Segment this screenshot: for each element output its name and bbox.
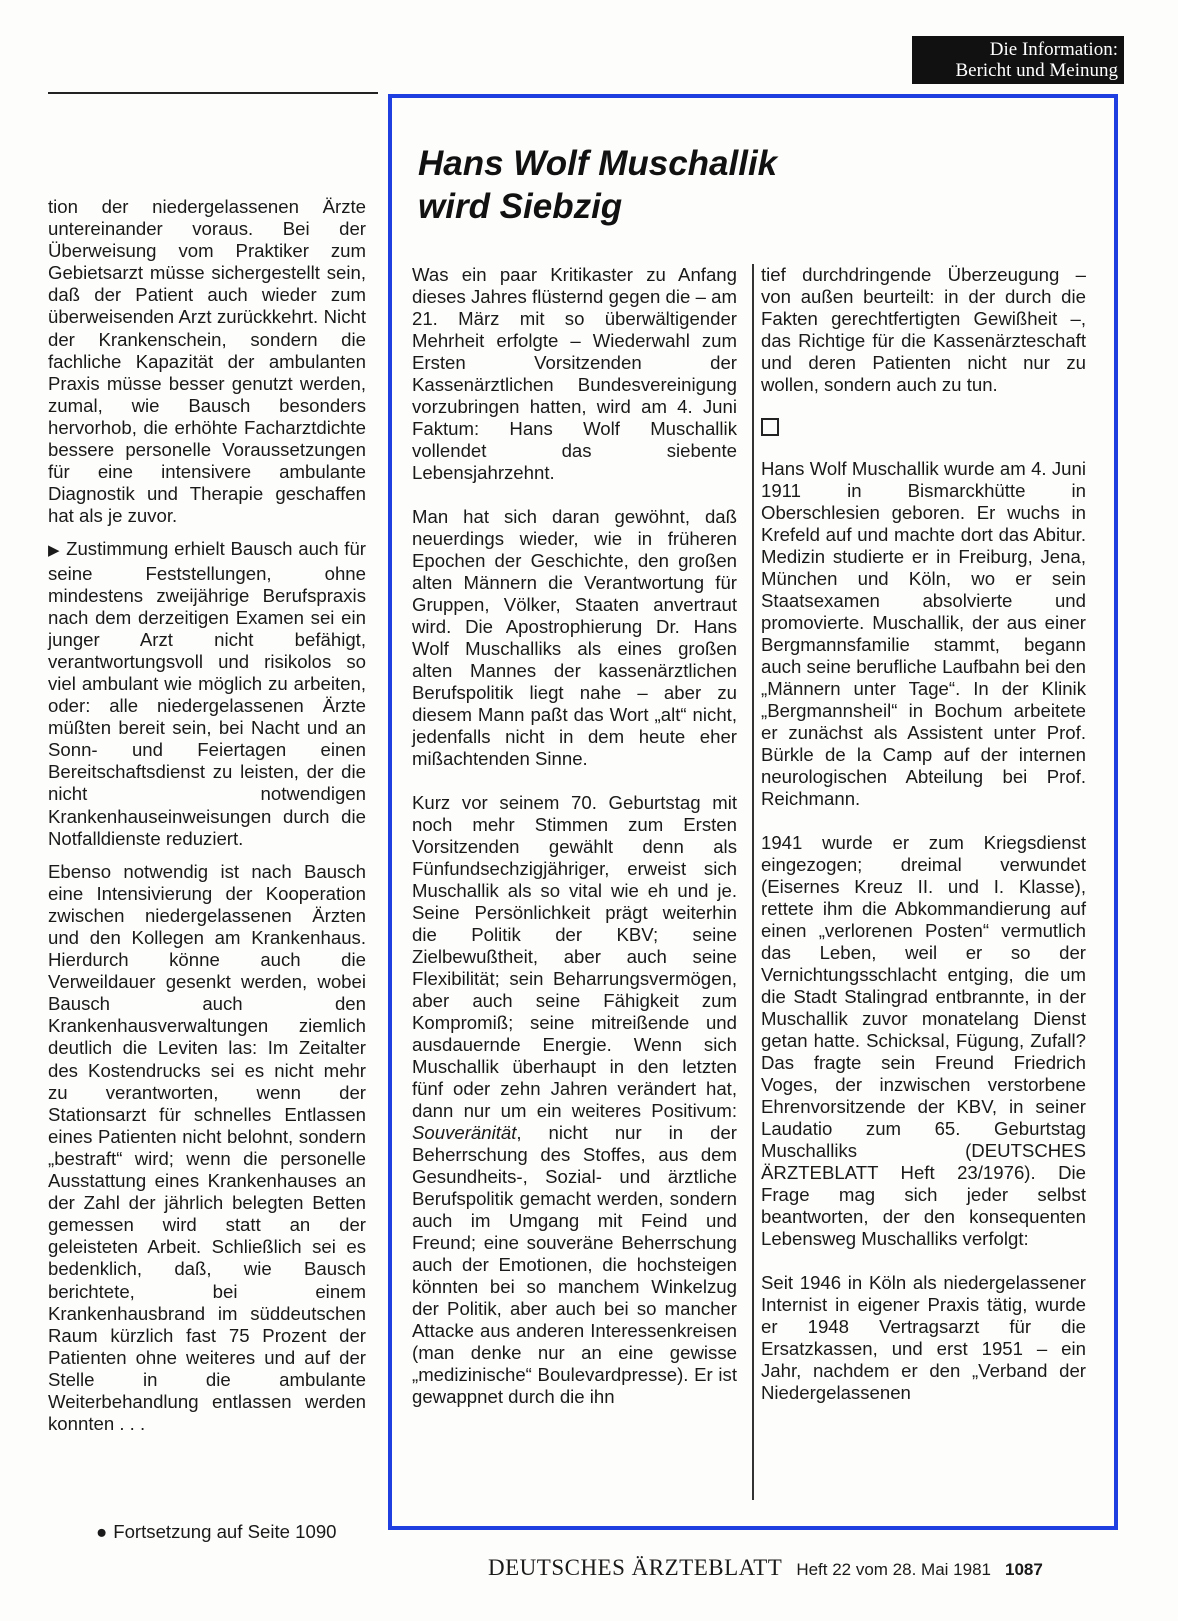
feature-text: Kurz vor seinem 70. Geburtstag mit noch mehr Stimmen zum Ersten Vorsitzenden gewählt denn als Fünfundsechzigjähriger, erweist sich Muschallik als so vital wie eh und je. Seine Persönlichkeit prägt weiterhin die Politik der KBV; seine Zielbewußtheit, aber auch seine Flexibilität; sein Beharrungsvermögen, aber auch seine Fähigkeit zum Kompromiß; seine mitreißende und ausdauernde Energie. Wenn sich Muschallik überhaupt in den letzten fünf oder zehn Jahren verändert hat, dann nur um ein weiteres Positivum: [412, 792, 737, 1121]
left-column [48, 196, 366, 1446]
section-tag [912, 36, 1124, 84]
triangle-bullet-icon: ▶ [48, 542, 61, 560]
feature-paragraph: 1941 wurde er zum Kriegsdienst eingezogen; dreimal verwundet (Eisernes Kreuz II. und I. Klasse), rettete ihm die Abkommandierung auf einen „verlorenen Posten“ vermutlich das Leben, weil er so der Vernichtungsschlacht entging, die um die Stadt Stalingrad entbrannte, in der Muschallik zuvor monatelang Dienst getan hatte. Schicksal, Fügung, Zufall? Das fragte sein Freund Friedrich Voges, der inzwischen verstorbene Ehrenvorsitzende der KBV, in seiner Laudatio zum 65. Geburtstag Muschalliks (DEUTSCHES ÄRZTEBLATT Heft 23/1976). Die Frage mag sich jeder selbst beantworten, der den konsequenten Lebensweg Muschalliks verfolgt: [761, 832, 1086, 1249]
top-rule [48, 92, 378, 94]
feature-paragraph: Hans Wolf Muschallik wurde am 4. Juni 1911 in Bismarckhütte in Oberschlesien geboren. Er wuchs in Krefeld auf und machte dort das Abitur. Medizin studierte er in Freiburg, Jena, München und Köln, wo er sein Staatsexamen absolvierte und promovierte. Muschallik, der aus einer Bergmannsfamilie stammt, begann auch seine berufliche Laufbahn bei den „Männern unter Tage“. In der Klinik „Bergmannsheil“ in Bochum arbeitete er zunächst als Assistent unter Prof. Bürkle de la Camp auf der internen neurologischen Abteilung bei Prof. Reichmann. [761, 458, 1086, 809]
feature-paragraph: tief durchdringende Überzeugung – von außen beurteilt: in der durch die Fakten gerechtfertigten Gewißheit –, das Richtige für die Kassenärzteschaft und deren Patienten nicht nur zu wollen, sondern auch zu tun. [761, 264, 1086, 395]
headline-line2: wird Siebzig [418, 187, 623, 226]
column-divider [752, 264, 754, 1500]
square-separator-icon [761, 418, 779, 436]
left-paragraph-text: Zustimmung erhielt Bausch auch für seine Feststellungen, ohne mindestens zweijährige Berufspraxis nach dem derzeitigen Examen sei ein junger Arzt nicht befähigt, verantwortungsvoll und risikolos so viel ambulant wie möglich zu arbeiten, oder: alle niedergelassenen Ärzte müßten bereit sein, bei Nacht und an Sonn- und Feiertagen einen Bereitschaftsdienst zu leisten, der die nicht notwendigen Krankenhauseinweisungen durch die Notfalldienste reduziert. [48, 538, 366, 849]
page-footer [488, 1555, 1128, 1585]
issue-info: Heft 22 vom 28. Mai 1981 [796, 1560, 991, 1579]
continuation-note [96, 1521, 396, 1543]
feature-paragraph: Seit 1946 in Köln als niedergelassener Internist in eigener Praxis tätig, wurde er 1948 Vertragsarzt für die Ersatzkassen, und erst 1951 – ein Jahr, nachdem er den „Verband der Niedergelassenen [761, 1272, 1086, 1403]
feature-headline [418, 142, 1068, 228]
feature-column-b [761, 264, 1086, 1426]
feature-paragraph: Was ein paar Kritikaster zu Anfang dieses Jahres flüsternd gegen die – am 21. März mit so überwältigender Mehrheit erfolgte – Wiederwahl zum Ersten Vorsitzenden der Kassenärztlichen Bundesvereinigung vorzubringen hatten, wird am 4. Juni Faktum: Hans Wolf Muschallik vollendet das siebente Lebensjahrzehnt. [412, 264, 737, 483]
left-paragraph: Ebenso notwendig ist nach Bausch eine Intensivierung der Kooperation zwischen niedergelassenen Ärzten und den Kollegen am Krankenhaus. Hierdurch könne auch die Verweildauer gesenkt werden, wobei Bausch auch den Krankenhausverwaltungen ziemlich deutlich die Leviten las: Im Zeitalter des Kostendrucks sei es nicht mehr zu verantworten, wenn der Stationsarzt für schnelles Entlassen eines Patienten nicht belohnt, sondern „bestraft“ wird; wenn die personelle Ausstattung eines Krankenhauses an der Zahl der jährlich belegten Betten gemessen wird statt an der geleisteten Arbeit. Schließlich sei es bedenklich, daß, wie Bausch berichtete, bei einem Krankenhausbrand im süddeutschen Raum kürzlich fast 75 Prozent der Patienten ohne weiteres und auf der Stelle in die ambulante Weiterbehandlung entlassen werden konnten . . . [48, 860, 366, 1435]
feature-text: , nicht nur in der Beherrschung des Stoffes, aus dem Gesundheits-, Sozial- und ärztliche Berufspolitik gemacht werden, sondern auch im Umgang mit Feind und Freund; eine souveräne Beherrschung auch der Emotionen, die hochsteigen könnten bei so manchem Winkelzug der Politik, aber auch bei so mancher Attacke aus anderen Interessenkreisen (man denke nur an eine gewisse „medizinische“ Boulevardpresse). Er ist gewappnet durch die ihn [412, 1122, 737, 1407]
continuation-text: Fortsetzung auf Seite 1090 [113, 1521, 337, 1542]
feature-paragraph: Man hat sich daran gewöhnt, daß neuerdings wieder, wie in früheren Epochen der Geschichte, den großen alten Männern die Verantwortung für Gruppen, Völker, Staaten anvertraut wird. Die Apostrophierung Dr. Hans Wolf Muschalliks als eines großen alten Mannes der kassenärztlichen Berufspolitik liegt nahe – aber zu diesem Mann paßt das Wort „alt“ nicht, jedenfalls nicht in dem heute eher mißachtenden Sinne. [412, 506, 737, 769]
page-number: 1087 [1004, 1560, 1043, 1579]
left-paragraph-bullet [48, 538, 366, 849]
headline-line1: Hans Wolf Muschallik [418, 144, 778, 183]
feature-column-a [412, 264, 737, 1430]
journal-name: DEUTSCHES ÄRZTEBLATT [488, 1555, 783, 1580]
feature-paragraph [412, 792, 737, 1408]
section-tag-line1: Die Information: [989, 39, 1118, 60]
bullet-dot-icon: ● [96, 1521, 108, 1542]
feature-emphasis: Souveränität [412, 1122, 517, 1143]
left-paragraph: tion der niedergelassenen Ärzte untereinander voraus. Bei der Überweisung vom Praktiker zum Gebietsarzt müsse sichergestellt sein, daß der Patient auch wieder zum überweisenden Arzt zurückkehrt. Nicht der Krankenschein, sondern die fachliche Kapazität der ambulanten Praxis müsse besser genutzt werden, zumal, wie Bausch besonders hervorhob, die erhöhte Facharztdichte bessere personelle Voraussetzungen für eine intensivere ambulante Diagnostik und Therapie geschaffen hat als je zuvor. [48, 196, 366, 527]
section-tag-line2: Bericht und Meinung [955, 60, 1118, 81]
